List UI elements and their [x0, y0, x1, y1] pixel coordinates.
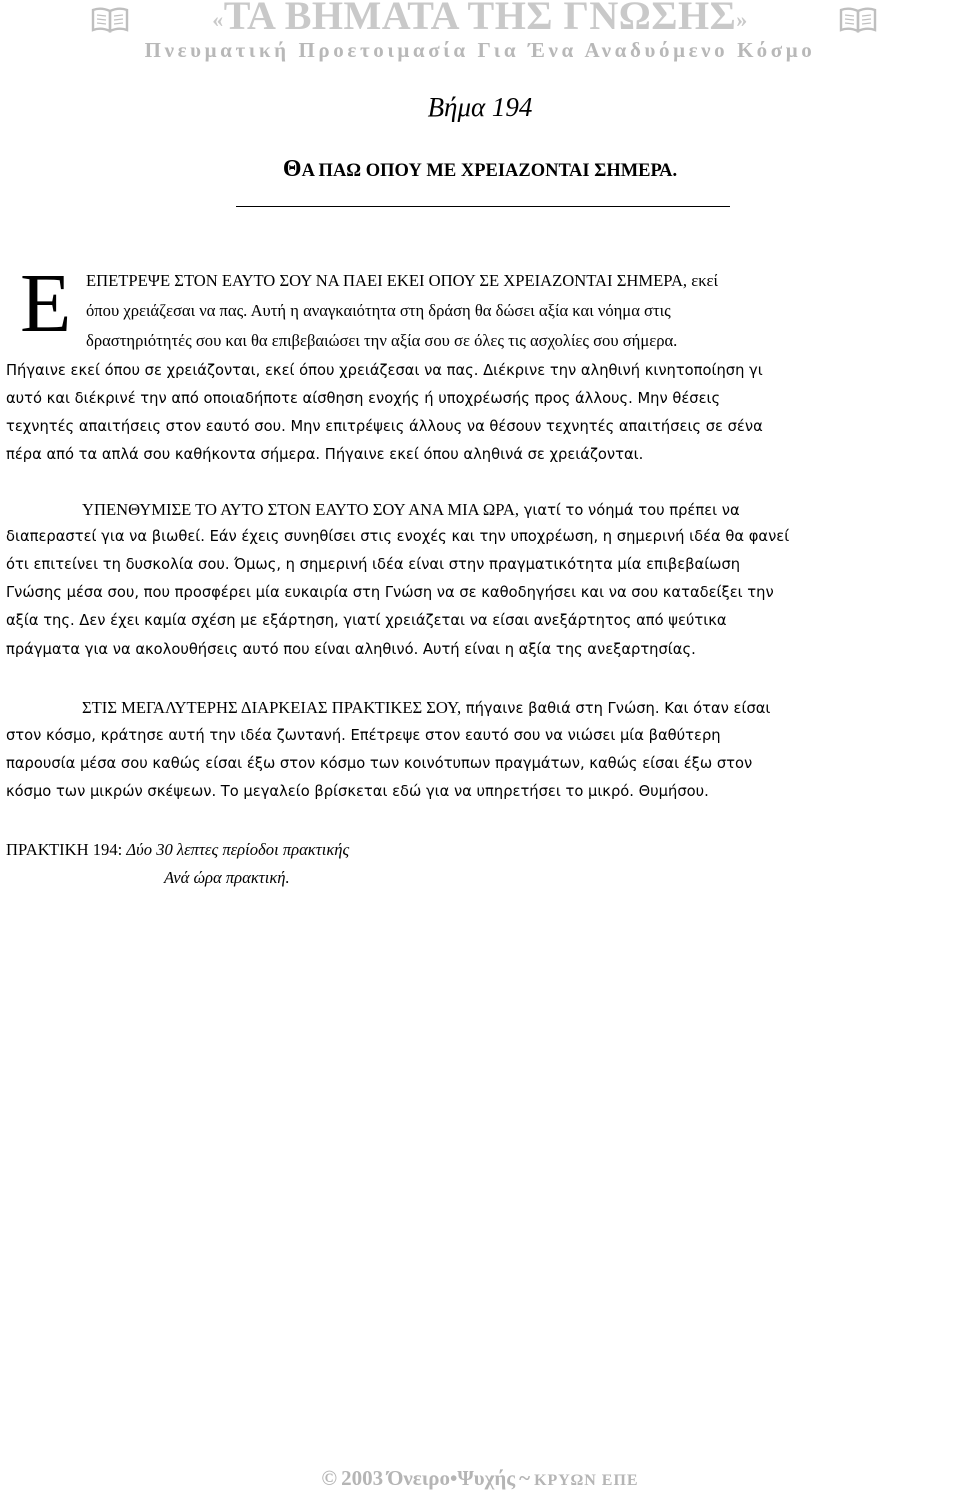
page-footer [0, 1466, 960, 1491]
intro-line: δραστηριότητές σου και θα επιβεβαιώσει την αξία σου σε όλες τις ασχολίες σου σήμερα. [86, 331, 678, 350]
lesson-heading [0, 156, 960, 183]
intro-line: ΕΠΕΤΡΕΨΕ ΣΤΟΝ ΕΑΥΤΟ ΣΟΥ ΝΑ ΠΑΕΙ ΕΚΕΙ ΟΠΟΥ ΣΕ ΧΡΕΙΑΖΟΝΤΑΙ ΣΗΜΕΡΑ, εκεί [86, 271, 718, 290]
paragraph-line: πράγματα για να ακολουθήσεις αυτό που είναι αληθινό. Αυτή είναι η αξία της ανεξαρτησίας. [6, 641, 696, 658]
paragraph-line: τεχνητές απαιτήσεις στον εαυτό σου. Μην επιτρέψεις άλλους να θέσουν τεχνητές απαιτήσεις σε σένα [6, 418, 763, 435]
practice-line [6, 840, 349, 860]
footer-separator: ~ [519, 1466, 531, 1490]
paragraph-line: κόσμο των μικρών σκέψεων. Το μεγαλείο βρίσκεται εδώ για να υπηρετήσει το μικρό. Θυμήσου. [6, 783, 709, 800]
practice-label: ΠΡΑΚΤΙΚΗ 194: [6, 840, 123, 859]
footer-company: ΚΡΥΩΝ ΕΠΕ [534, 1472, 639, 1489]
left-quote: « [212, 6, 224, 32]
paragraph-text: πήγαινε βαθιά στη Γνώση. Και όταν είσαι [461, 700, 771, 717]
paragraph-lead: ΥΠΕΝΘΥΜΙΣΕ ΤΟ ΑΥΤΟ ΣΤΟΝ ΕΑΥΤΟ ΣΟΥ ΑΝΑ ΜΙΑ ΩΡΑ, [82, 500, 520, 519]
open-book-icon [838, 6, 878, 34]
right-quote: » [736, 6, 748, 32]
paragraph-line: ότι επιτείνει τη δυσκολία σου. Όμως, η σημερινή ιδέα είναι στην πραγματικότητα μία επιβεβαίωση [6, 556, 741, 573]
paragraph-line: Γνώσης μέσα σου, που προσφέρει μία ευκαιρία στη Γνώση να σε καθοδηγήσει και να σου καταδείξει την [6, 584, 774, 601]
paragraph-line: αυτό και διέκρινέ την από οποιαδήποτε αίσθηση ενοχής ή υποχρέωσής προς άλλους. Μην θέσεις [6, 390, 721, 407]
header-subtitle: Πνευματική Προετοιμασία Για Ένα Αναδυόμενο Κόσμο [144, 38, 816, 62]
heading-first-letter: Θ [282, 156, 302, 182]
paragraph-line: Πήγαινε εκεί όπου σε χρειάζονται, εκεί όπου χρειάζεσαι να πας. Διέκρινε την αληθινή κινητοποίηση γι [6, 362, 763, 379]
paragraph-lead: ΣΤΙΣ ΜΕΓΑΛΥΤΕΡΗΣ ΔΙΑΡΚΕΙΑΣ ΠΡΑΚΤΙΚΕΣ ΣΟΥ, [82, 698, 462, 717]
paragraph-text: γιατί το νόημά του πρέπει να [519, 502, 740, 519]
header-title-text: ΤΑ ΒΗΜΑΤΑ ΤΗΣ ΓΝΩΣΗΣ [223, 0, 737, 38]
paragraph-line: παρουσία μέσα σου καθώς είσαι έξω στον κόσμο των κοινότυπων πραγμάτων, καθώς είσαι έξω στον [6, 755, 753, 772]
heading-divider [236, 206, 730, 207]
practice-text: Δύο 30 λεπτες περίοδοι πρακτικής [126, 840, 350, 859]
paragraph-line [6, 698, 770, 718]
intro-line: όπου χρειάζεσαι να πας. Αυτή η αναγκαιότητα στη δράση θα δώσει αξία και νόημα στις [86, 301, 671, 320]
paragraph-line: αξία της. Δεν έχει καμία σχέση με εξάρτηση, γιατί χρειάζεται να είσαι ανεξάρτητος από ψεύτικα [6, 612, 727, 629]
footer-year: 2003 [341, 1466, 384, 1490]
drop-cap: Ε [20, 257, 72, 350]
header-title [0, 0, 960, 39]
paragraph-line [6, 500, 740, 520]
paragraph-line: στον κόσμο, κράτησε αυτή την ιδέα ζωντανή. Επέτρεψε στον εαυτό σου να νιώσει μία βαθύτερη [6, 727, 721, 744]
footer-name: Όνειρο•Ψυχής [387, 1466, 516, 1490]
heading-rest: Α ΠΑΩ ΟΠΟΥ ΜΕ ΧΡΕΙΑΖΟΝΤΑΙ ΣΗΜΕΡΑ. [301, 161, 678, 181]
paragraph-line: πέρα από τα απλά σου καθήκοντα σήμερα. Πήγαινε εκεί όπου αληθινά σε χρειάζονται. [6, 446, 644, 463]
practice-subline: Ανά ώρα πρακτική. [164, 868, 290, 887]
paragraph-line: διαπεραστεί για να βιωθεί. Εάν έχεις συνηθίσει στις ενοχές και την υποχρέωση, η σημερινή ιδέα θα φανεί [6, 528, 790, 545]
copyright-icon: © [321, 1466, 338, 1490]
page-header [0, 0, 960, 72]
step-title: Βήμα 194 [427, 92, 533, 122]
